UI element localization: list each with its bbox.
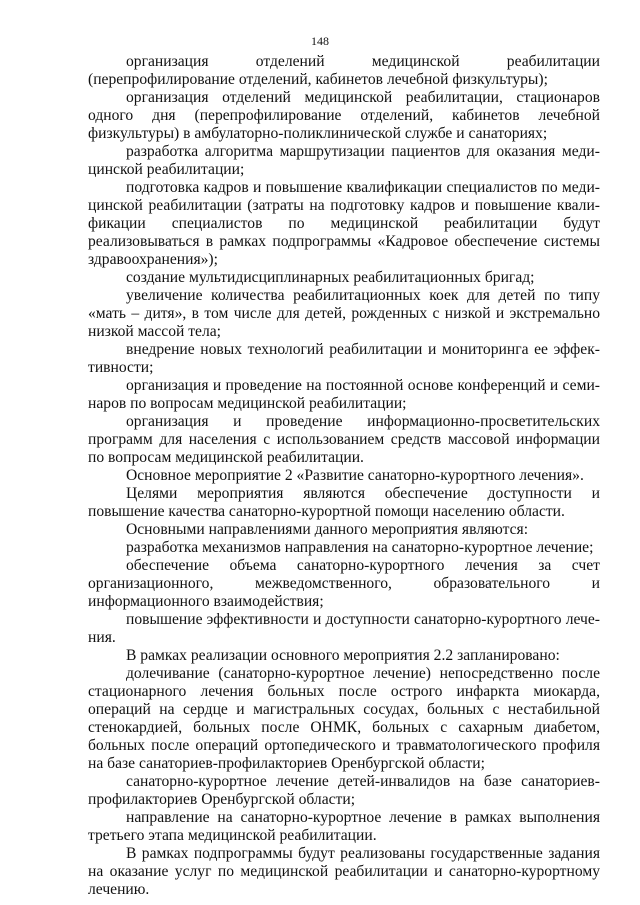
paragraph: внедрение новых технологий реабилитации и мониторинга ее эффективности; [88, 341, 600, 376]
document-body [88, 53, 600, 899]
paragraph: организация отделений медицинской реабилитации, стационаров одного дня (перепрофилирование отделений, кабинетов лечебной физкультуры) в амбулаторно-поликлинической службе и санаториях; [88, 89, 600, 142]
paragraph: долечивание (санаторно-курортное лечение) непосредственно после стационарного лечения больных после острого инфаркта миокарда, операций на сердце и магистральных сосудах, больных с нестабильной стенокардией, больных после ОНМК, больных с сахарным диабетом, больных после операций ортопедического и травматологического профиля на базе санаториев-профилакториев Оренбургской области; [88, 665, 600, 772]
paragraph: разработка алгоритма маршрутизации пациентов для оказания медицинской реабилитации; [88, 143, 600, 178]
paragraph: В рамках подпрограммы будут реализованы государственные задания на оказание услуг по медицинской реабилитации и санаторно-курортному лечению. [88, 845, 600, 898]
paragraph: Целями мероприятия являются обеспечение доступности и повышение качества санаторно-курортной помощи населению области. [88, 485, 600, 520]
paragraph: создание мультидисциплинарных реабилитационных бригад; [126, 269, 535, 286]
page-number: 148 [311, 34, 329, 48]
paragraph: организация отделений медицинской реабилитации (перепрофилирование отделений, кабинетов лечебной физкультуры); [88, 53, 600, 88]
paragraph: санаторно-курортное лечение детей-инвалидов на базе санаториев-профилакториев Оренбургской области; [88, 773, 600, 808]
paragraph: организация и проведение на постоянной основе конференций и семинаров по вопросам медицинской реабилитации; [88, 377, 600, 412]
paragraph: обеспечение объема санаторно-курортного лечения за счет организационного, межведомственного, образовательного и информационного взаимодействия; [88, 557, 600, 610]
paragraph: повышение эффективности и доступности санаторно-курортного лечения. [88, 611, 600, 646]
paragraph: подготовка кадров и повышение квалификации специалистов по медицинской реабилитации (затраты на подготовку кадров и повышение квалификации специалистов по медицинской реабилитации будут реализовываться в рамках подпрограммы «Кадровое обеспечение системы здравоохранения»); [88, 179, 600, 268]
paragraph: разработка механизмов направления на санаторно-курортное лечение; [126, 539, 594, 556]
paragraph: увеличение количества реабилитационных коек для детей по типу «мать – дитя», в том числе для детей, рожденных с низкой и экстремально низкой массой тела; [88, 287, 600, 340]
paragraph: организация и проведение информационно-просветительских программ для населения с использованием средств массовой информации по вопросам медицинской реабилитации. [88, 413, 600, 466]
paragraph: Основными направлениями данного мероприятия являются: [126, 521, 529, 538]
paragraph: В рамках реализации основного мероприятия 2.2 запланировано: [126, 647, 560, 664]
paragraph: направление на санаторно-курортное лечение в рамках выполнения третьего этапа медицинской реабилитации. [88, 809, 600, 844]
section-heading: Основное мероприятие 2 «Развитие санаторно-курортного лечения». [126, 467, 584, 484]
